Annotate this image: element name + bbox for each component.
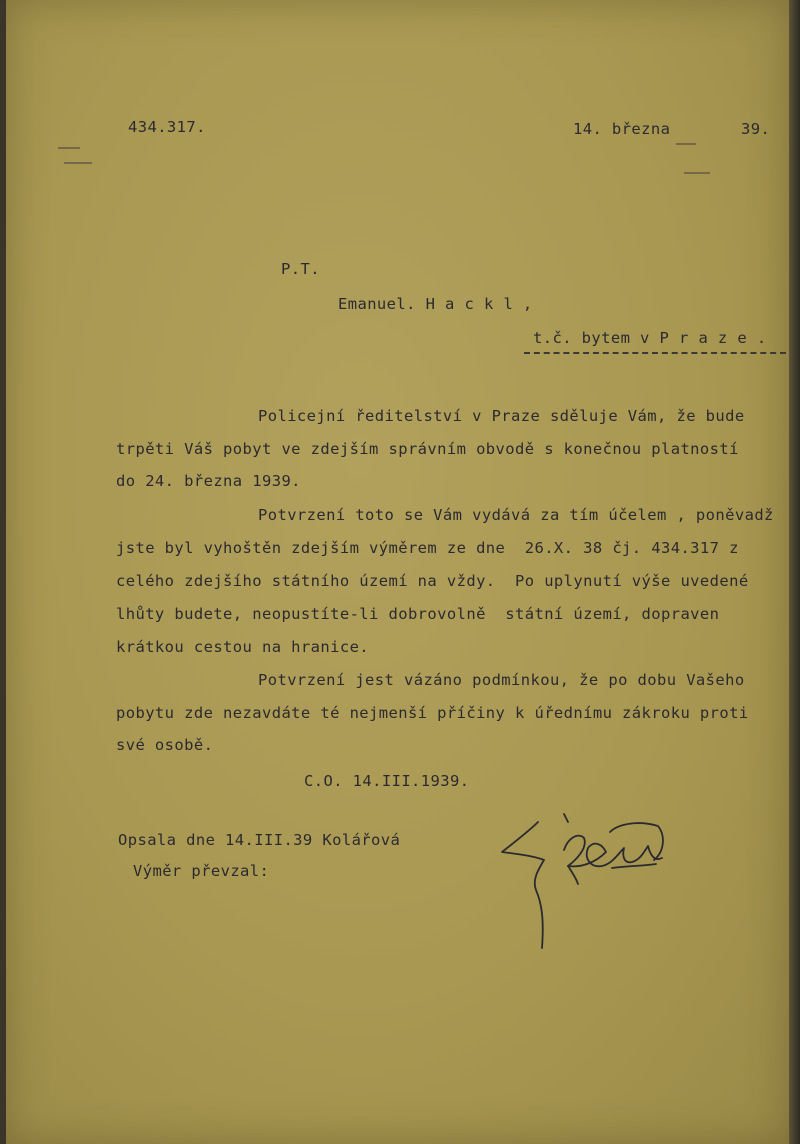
- margin-mark: [676, 143, 696, 145]
- date-year: 39.: [741, 120, 771, 138]
- reference-number: 434.317.: [128, 118, 206, 136]
- body-line: krátkou cestou na hranice.: [116, 638, 370, 656]
- body-line: pobytu zde nezavdáte té nejmenší příčiny k úřednímu zákroku proti: [116, 704, 749, 722]
- body-line: celého zdejšího státního území na vždy. Po uplynutí výše uvedené: [116, 572, 749, 590]
- recipient-address: t.č. bytem v P r a z e .: [533, 329, 767, 347]
- body-line: lhůty budete, neopustíte-li dobrovolně státní území, dopraven: [116, 605, 720, 623]
- recipient-name: Emanuel. H a c k l ,: [338, 295, 533, 313]
- body-line: jste byl vyhoštěn zdejším výměrem ze dne 26.X. 38 čj. 434.317 z: [116, 539, 739, 557]
- body-line: své osobě.: [116, 736, 214, 754]
- received-label: Výměr převzal:: [133, 862, 270, 880]
- body-line: Potvrzení toto se Vám vydává za tím účelem , poněvadž: [258, 506, 774, 524]
- body-line: do 24. března 1939.: [116, 472, 301, 490]
- address-underline: [524, 352, 786, 354]
- body-line: Policejní ředitelství v Praze sděluje Vám, že bude: [258, 407, 745, 425]
- margin-mark: [64, 162, 92, 164]
- margin-mark: [684, 172, 710, 174]
- date-day-month: 14. března: [573, 120, 671, 138]
- salutation: P.T.: [281, 260, 320, 278]
- body-line: Potvrzení jest vázáno podmínkou, že po dobu Vašeho: [258, 671, 745, 689]
- margin-mark: [58, 147, 80, 149]
- handwritten-signature: [498, 808, 673, 958]
- scan-edge: [789, 0, 800, 1144]
- body-line: trpěti Váš pobyt ve zdejším správním obvodě s konečnou platností: [116, 440, 739, 458]
- place-date: C.O. 14.III.1939.: [304, 772, 470, 790]
- copied-by: Opsala dne 14.III.39 Kolářová: [118, 831, 401, 849]
